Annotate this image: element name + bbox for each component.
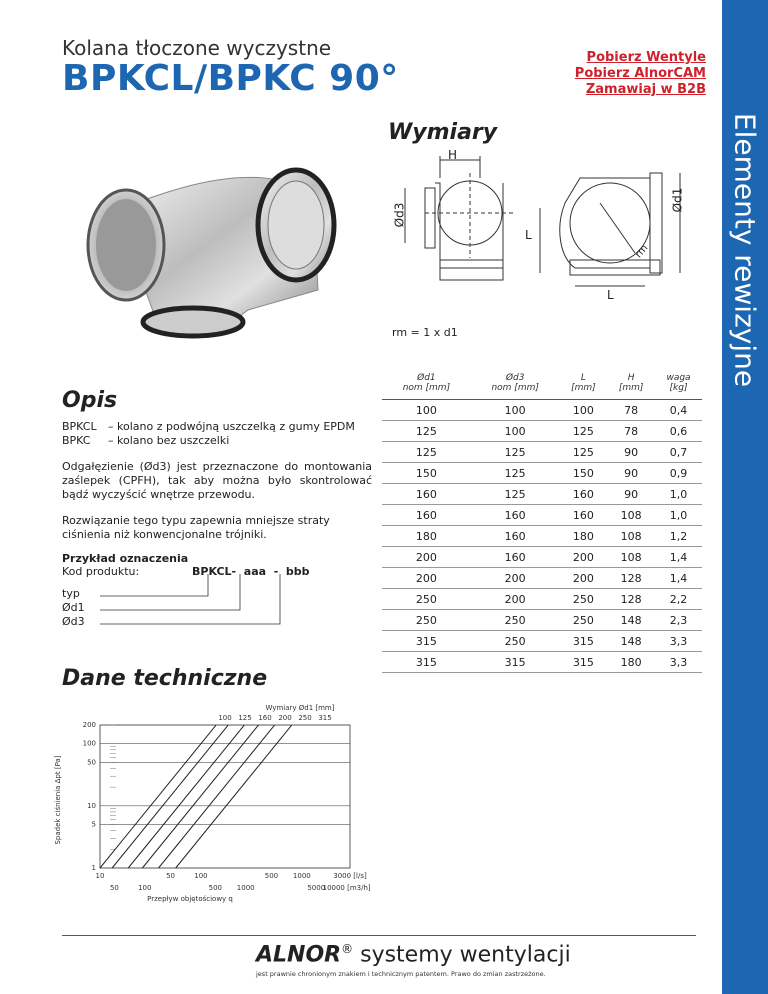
- chart-x-tick-m3h: 500: [208, 884, 223, 892]
- table-row: [382, 526, 702, 547]
- table-cell: 78: [607, 400, 655, 421]
- footer-brand-line: [256, 942, 571, 967]
- table-cell: 108: [607, 526, 655, 547]
- chart-x-tick-ls: 10: [95, 872, 105, 880]
- table-cell: 125: [471, 484, 560, 505]
- table-cell: 2,2: [655, 589, 702, 610]
- label-d1: Ød1: [670, 187, 685, 213]
- table-row: [382, 631, 702, 652]
- table-cell: 315: [382, 631, 471, 652]
- table-cell: 200: [471, 589, 560, 610]
- chart-y-tick: 100: [82, 739, 96, 748]
- table-cell: 90: [607, 442, 655, 463]
- table-cell: 0,6: [655, 421, 702, 442]
- table-row: [382, 547, 702, 568]
- chart-x-tick-ls: 1000: [292, 872, 311, 880]
- legend-d3: Ød3: [62, 615, 85, 628]
- table-cell: 125: [471, 442, 560, 463]
- chart-x-tick-m3h: 100: [138, 884, 152, 892]
- alnor-logo: ALNOR: [256, 942, 342, 968]
- technical-heading: Dane techniczne: [62, 666, 268, 691]
- table-cell: 250: [382, 610, 471, 631]
- table-cell: 250: [471, 610, 560, 631]
- table-cell: 100: [560, 400, 608, 421]
- table-cell: 200: [382, 568, 471, 589]
- table-cell: 3,3: [655, 631, 702, 652]
- code-legend-lines: [100, 572, 290, 632]
- table-cell: 315: [382, 652, 471, 673]
- chart-y-tick: 200: [82, 721, 96, 729]
- link-wentyle[interactable]: Pobierz Wentyle: [586, 50, 706, 65]
- table-cell: 315: [560, 652, 608, 673]
- table-cell: 0,7: [655, 442, 702, 463]
- table-cell: 128: [607, 589, 655, 610]
- chart-x-tick-m3h: 1000: [236, 884, 255, 892]
- chart-series-line: [142, 725, 258, 868]
- description-paragraph-2: Rozwiązanie tego typu zapewnia mniejsze straty ciśnienia niż konwencjonalne trójniki.: [62, 514, 330, 541]
- table-cell: 150: [560, 463, 608, 484]
- table-cell: 200: [560, 568, 608, 589]
- table-row: [382, 652, 702, 673]
- pressure-chart: [50, 700, 380, 920]
- code-legend: [62, 587, 85, 629]
- table-row: [382, 421, 702, 442]
- technical-drawing: [385, 148, 700, 333]
- table-row: [382, 568, 702, 589]
- page-title: BPKCL/BPKC 90°: [62, 58, 399, 99]
- table-cell: 148: [607, 631, 655, 652]
- legend-typ: typ: [62, 587, 80, 600]
- footer-tagline: systemy wentylacji: [360, 942, 571, 968]
- table-cell: 1,4: [655, 547, 702, 568]
- table-header-1: Ød3 nom [mm]: [471, 360, 560, 400]
- chart-series-line: [159, 725, 275, 868]
- table-row: [382, 484, 702, 505]
- example-heading: Przykład oznaczenia: [62, 552, 189, 565]
- chart-series-label: 200: [278, 714, 292, 722]
- table-row: [382, 610, 702, 631]
- table-cell: 128: [607, 568, 655, 589]
- table-cell: 100: [471, 421, 560, 442]
- table-cell: 125: [560, 421, 608, 442]
- table-cell: 108: [607, 505, 655, 526]
- table-cell: 1,4: [655, 568, 702, 589]
- registered-mark: ®: [341, 942, 354, 956]
- chart-x-tick-ls: 100: [194, 872, 208, 880]
- chart-series-line: [128, 725, 244, 868]
- chart-y-tick: 50: [87, 758, 96, 767]
- table-row: [382, 463, 702, 484]
- dimensions-heading: Wymiary: [388, 120, 498, 145]
- table-cell: 160: [560, 484, 608, 505]
- label-l-vertical: L: [525, 228, 532, 242]
- table-header-2: L [mm]: [560, 360, 608, 400]
- chart-x-tick-m3h: 50: [109, 884, 119, 892]
- chart-y-tick: 1: [91, 864, 96, 872]
- table-header-4: waga [kg]: [655, 360, 702, 400]
- table-cell: 125: [382, 442, 471, 463]
- table-cell: 125: [471, 463, 560, 484]
- code-label: Kod produktu:: [62, 565, 140, 578]
- footer-rule: [62, 935, 696, 936]
- chart-series-line: [112, 725, 228, 868]
- legend-d1: Ød1: [62, 601, 85, 614]
- chart-x-label: Przepływ objętościowy q: [147, 895, 233, 903]
- type-text: – kolano bez uszczelki: [108, 434, 230, 447]
- table-cell: 250: [560, 610, 608, 631]
- table-cell: 160: [382, 484, 471, 505]
- header-links: [575, 50, 706, 98]
- spec-table: [382, 360, 702, 673]
- table-cell: 250: [471, 631, 560, 652]
- chart-series-label: 100: [218, 714, 232, 722]
- page-subtitle: Kolana tłoczone wyczystne: [62, 36, 332, 60]
- table-cell: 250: [382, 589, 471, 610]
- link-b2b[interactable]: Zamawiaj w B2B: [585, 82, 706, 97]
- table-cell: 90: [607, 463, 655, 484]
- table-cell: 78: [607, 421, 655, 442]
- table-cell: 180: [607, 652, 655, 673]
- label-h: H: [448, 148, 458, 162]
- chart-x-tick-ls: 50: [166, 872, 176, 880]
- table-cell: 1,0: [655, 505, 702, 526]
- chart-series-line: [100, 725, 216, 868]
- table-cell: 200: [471, 568, 560, 589]
- chart-x-tick-ls: 3000 [l/s]: [333, 872, 367, 880]
- table-cell: 200: [560, 547, 608, 568]
- chart-title: Wymiary Ød1 [mm]: [265, 704, 335, 712]
- chart-y-label: Spadek ciśnienia Δpt [Pa]: [54, 755, 62, 845]
- table-cell: 2,3: [655, 610, 702, 631]
- code-value: BPKCL- aaa - bbb: [192, 565, 310, 578]
- table-cell: 0,4: [655, 400, 702, 421]
- table-cell: 160: [471, 547, 560, 568]
- description-heading: Opis: [62, 388, 118, 413]
- footer-note: jest prawnie chronionym znakiem i technicznym patentem. Prawo do zmian zastrzeżone.: [256, 970, 546, 978]
- table-header-0: Ød1 nom [mm]: [382, 360, 471, 400]
- table-cell: 160: [471, 526, 560, 547]
- table-cell: 125: [382, 421, 471, 442]
- type-list: [62, 420, 355, 448]
- chart-x-tick-ls: 500: [264, 872, 279, 880]
- product-photo: [78, 150, 348, 340]
- chart-y-tick: 10: [87, 801, 96, 810]
- label-rm: rm: [633, 242, 651, 261]
- table-cell: 100: [382, 400, 471, 421]
- chart-series-label: 250: [298, 714, 312, 722]
- rm-formula: rm = 1 x d1: [392, 326, 458, 339]
- chart-y-tick: 5: [91, 820, 96, 829]
- table-cell: 200: [382, 547, 471, 568]
- label-l-horizontal: L: [607, 288, 614, 302]
- type-text: – kolano z podwójną uszczelką z gumy EPDM: [108, 420, 355, 433]
- table-cell: 3,3: [655, 652, 702, 673]
- table-row: [382, 505, 702, 526]
- chart-x-tick-m3h: 10000 [m3/h]: [322, 884, 371, 892]
- table-cell: 1,0: [655, 484, 702, 505]
- table-cell: 160: [382, 505, 471, 526]
- chart-series-line: [176, 725, 292, 868]
- table-cell: 150: [382, 463, 471, 484]
- chart-series-label: 315: [318, 714, 332, 722]
- table-cell: 148: [607, 610, 655, 631]
- table-row: [382, 589, 702, 610]
- table-cell: 180: [382, 526, 471, 547]
- chart-x-tick-m3h: 5000: [307, 884, 326, 892]
- table-cell: 125: [560, 442, 608, 463]
- table-cell: 0,9: [655, 463, 702, 484]
- chart-series-label: 160: [258, 714, 272, 722]
- chart-frame: [100, 725, 350, 868]
- table-cell: 160: [471, 505, 560, 526]
- table-cell: 1,2: [655, 526, 702, 547]
- table-cell: 315: [471, 652, 560, 673]
- label-d3: Ød3: [392, 202, 407, 228]
- link-alnorcam[interactable]: Pobierz AlnorCAM: [574, 66, 706, 81]
- table-cell: 100: [471, 400, 560, 421]
- table-row: [382, 442, 702, 463]
- table-cell: 90: [607, 484, 655, 505]
- chart-series-label: 125: [238, 714, 252, 722]
- side-tab: [722, 0, 768, 994]
- table-cell: 108: [607, 547, 655, 568]
- type-code: BPKC: [62, 434, 91, 447]
- table-header-3: H [mm]: [607, 360, 655, 400]
- description-paragraph-1: Odgałęzienie (Ød3) jest przeznaczone do montowania zaślepek (CPFH), tak aby można było skontrolować bądź wyczyścić wnętrze przewodu.: [62, 460, 372, 501]
- table-cell: 160: [560, 505, 608, 526]
- table-row: [382, 400, 702, 421]
- table-cell: 315: [560, 631, 608, 652]
- side-tab-label: Elementy rewizyjne: [728, 112, 762, 388]
- table-cell: 180: [560, 526, 608, 547]
- type-code: BPKCL: [62, 420, 97, 433]
- table-cell: 250: [560, 589, 608, 610]
